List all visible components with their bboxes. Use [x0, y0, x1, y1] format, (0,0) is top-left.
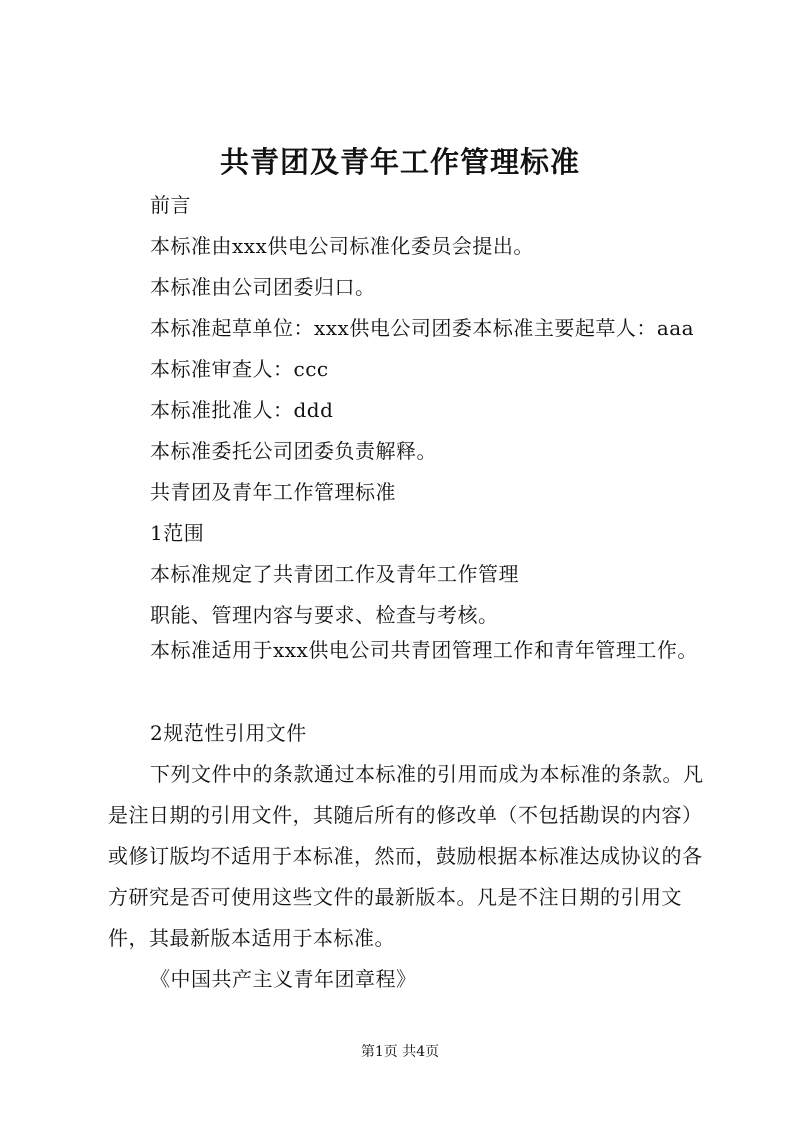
section-heading-2: 2规范性引用文件 [150, 721, 307, 745]
text-line: 职能、管理内容与要求、检查与考核。 [150, 603, 499, 627]
text-line: 本标准批准人：ddd [150, 398, 334, 422]
text-line: 本标准规定了共青团工作及青年工作管理 [150, 562, 519, 586]
preface-heading: 前言 [150, 193, 191, 217]
page-number: 第1页 共4页 [360, 1044, 440, 1060]
text-line: 本标准起草单位：xxx供电公司团委本标准主要起草人：aaa [150, 316, 695, 340]
document-title: 共青团及青年工作管理标准 [219, 145, 580, 179]
applicability-paragraph: 本标准适用于xxx供电公司共青团管理工作和青年管理工作。 [150, 638, 698, 662]
references-paragraph: 下列文件中的条款通过本标准的引用而成为本标准的条款。凡是注日期的引用文件，其随后所有的修改单（不包括勘误的内容）或修订版均不适用于本标准，然而，鼓励根据本标准达成协议的各方研究是否可使用这些文件的最新版本。凡是不注日期的引用文件，其最新版本适用于本标准。 [108, 762, 704, 950]
text-line: 本标准委托公司团委负责解释。 [150, 439, 437, 463]
section-heading-1: 1范围 [150, 521, 205, 545]
text-line: 本标准由公司团委归口。 [150, 275, 376, 299]
text-line: 本标准由xxx供电公司标准化委员会提出。 [150, 234, 534, 258]
section-title: 共青团及青年工作管理标准 [150, 480, 396, 504]
text-line: 本标准审查人：ccc [150, 357, 329, 381]
reference-item: 《中国共产主义青年团章程》 [150, 967, 417, 991]
